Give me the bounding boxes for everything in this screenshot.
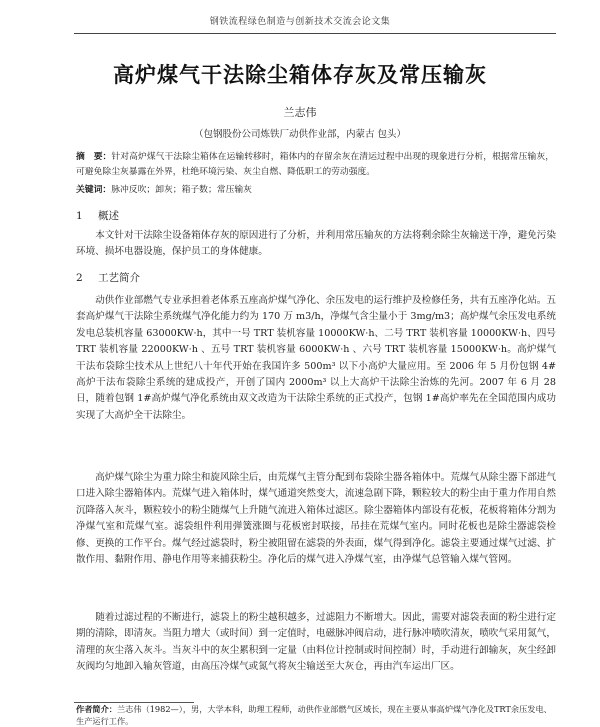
paragraph-process-3: 随着过滤过程的不断进行，滤袋上的粉尘越积越多，过滤阻力不断增大。因此，需要对滤袋表面的粉尘进行定期的清除，即清灰。当阻力增大（或时间）到一定值时，电磁脉冲阀启动，进行脉冲喷吹清灰，喷吹气采用氮气，清理的灰尘落入灰斗。当灰斗中的灰尘累积到一定量（由料位计控制或时间控制）时，手动进行卸输灰，灰尘经卸灰阀均匀地卸入输灰管道，由高压冷煤气或氮气将灰尘输送至大灰仓，再由汽车运出厂区。 bbox=[76, 612, 556, 673]
section-title: 概述 bbox=[98, 210, 119, 222]
running-header: 钢铁流程绿色制造与创新技术交流会论文集 bbox=[209, 17, 391, 27]
author-name: 兰志伟 bbox=[283, 106, 317, 119]
paragraph-process-1: 动供作业部燃气专业承担着老体系五座高炉煤气净化、余压发电的运行维护及检修任务，共有五座净化站。五套高炉煤气干法除尘系统煤气净化能力约为 170 万 m3/h，净煤气含尘量小于 3mg/m3；高炉煤气余压发电系统发电总装机容量 63000KW·h，其中一号 TRT 装机容量 10000KW·h、二号 TRT 装机容量 10000KW·h、四号 TRT 装机容量 22000KW·h 、五号 TRT 装机容量 6000KW·h 、六号 TRT 装机容量 15000KW·h。高炉煤气干法布袋除尘技术从上世纪八十年代开始在我国许多 500m³ 以下小高炉大量应用。至 2006 年 5 月份包钢 4#高炉干法布袋除尘系统的建成投产，开创了国内 2000m³ 以上大高炉干法除尘治炼的先河。2007 年 6 月 28 日，随着包钢 1#高炉煤气净化系统由双文改造为干法除尘系统的正式投产，包钢 1#高炉率先在全国范围内成功实现了大高炉全干法除尘。 bbox=[76, 295, 556, 421]
footnote-label: 作者简介： bbox=[76, 704, 117, 714]
header-rule bbox=[74, 33, 556, 34]
footnote-text: 兰志伟（1982—），男，大学本科，助理工程师，动供作业部燃气区域长，现在主要从事高炉煤气净化及TRT余压发电、生产运行工作。 bbox=[76, 704, 552, 726]
section-heading-2 bbox=[76, 270, 140, 285]
keywords bbox=[76, 183, 554, 197]
section-number: 2 bbox=[76, 272, 83, 284]
section-number: 1 bbox=[76, 210, 83, 222]
keywords-label: 关键词： bbox=[76, 185, 112, 195]
paper-title: 高炉煤气干法除尘箱体存灰及常压输灰 bbox=[113, 63, 487, 87]
footnote bbox=[76, 703, 556, 727]
abstract-label: 摘 要： bbox=[76, 152, 112, 162]
abstract-text: 针对高炉煤气干法除尘箱体在运输转移时，箱体内的存留余灰在清运过程中出现的现象进行分析，根据常压输灰，可避免除尘灰暴露在外界，杜绝环境污染、灰尘自燃、降低职工的劳动强度。 bbox=[76, 152, 554, 177]
section-heading-1 bbox=[76, 208, 119, 223]
paragraph-process-2: 高炉煤气除尘为重力除尘和旋风除尘后，由荒煤气主管分配到布袋除尘器各箱体中。荒煤气从除尘器下部进气口进入除尘器箱体内。荒煤气进入箱体时，煤气通道突然变大，流速急剧下降，颗粒较大的粉尘由于重力作用自然沉降落入灰斗，颗粒较小的粉尘随煤气上升随气流进入箱体过滤区。除尘器箱体内部设有花板，花板将箱体分割为净煤气室和荒煤气室。滤袋组件利用弹簧涨圈与花板密封联接，吊挂在荒煤气室内。同时花板也是除尘器滤袋检修、更换的工作平台。煤气经过滤袋时，粉尘被阻留在滤袋的外表面，煤气得到净化。滤袋主要通过煤气过滤、扩散作用、黏附作用、静电作用等来捕获粉尘。净化后的煤气进入净煤气室，由净煤气总管输入煤气管网。 bbox=[76, 472, 556, 566]
section-title: 工艺简介 bbox=[98, 272, 140, 284]
keywords-text: 脉冲反吹；卸灰；箱子数；常压输灰 bbox=[111, 185, 252, 195]
abstract bbox=[76, 150, 554, 180]
paragraph-overview: 本文针对干法除尘设备箱体存灰的原因进行了分析，并利用常压输灰的方法将剩余除尘灰输送干净，避免污染环境、损坏电器设施，保护员工的身体健康。 bbox=[76, 230, 556, 258]
author-affiliation: （包钢股份公司炼铁厂动供作业部，内蒙古 包头） bbox=[193, 129, 407, 140]
